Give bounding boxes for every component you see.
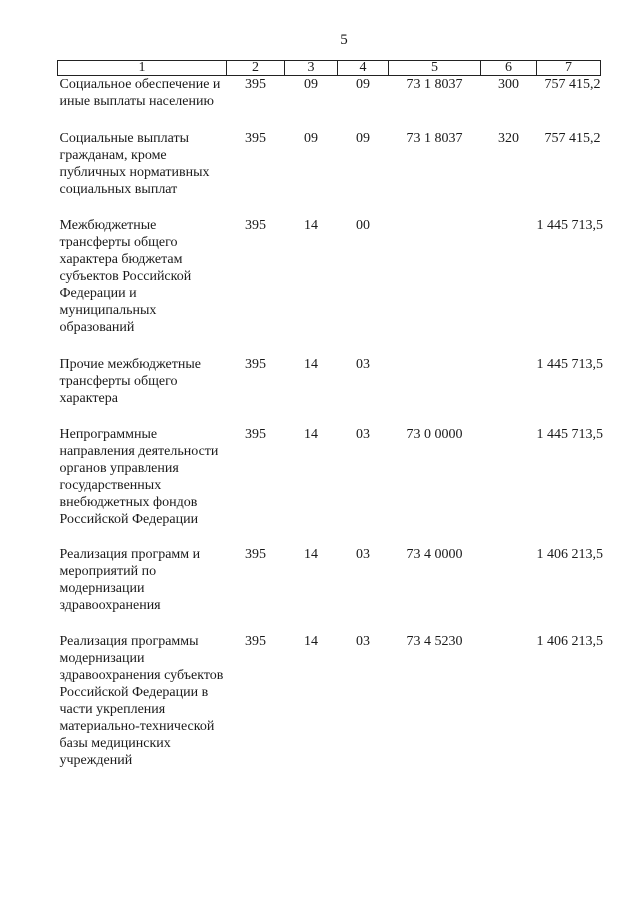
table-row <box>58 356 601 426</box>
table-row <box>58 217 601 356</box>
row-amount: 1 445 713,5 <box>536 218 603 233</box>
header-row <box>58 61 601 76</box>
row-name: Реализация программы модернизации здравоохранения субъектов Российской Федерации в части укрепления материально-технической базы медицинских учреждений <box>59 634 224 768</box>
row-code-2: 395 <box>245 357 266 372</box>
table-row <box>58 76 601 131</box>
table-row <box>58 130 601 217</box>
row-code-3: 14 <box>304 427 318 442</box>
row-code-2: 395 <box>245 547 266 562</box>
row-code-2: 395 <box>245 131 266 146</box>
budget-table <box>57 60 601 769</box>
column-header-7: 7 <box>537 61 601 76</box>
row-code-4: 03 <box>356 427 370 442</box>
row-amount: 1 445 713,5 <box>536 427 603 442</box>
table-row <box>58 546 601 633</box>
row-code-4: 00 <box>356 218 370 233</box>
row-code-5: 73 1 8037 <box>406 131 463 146</box>
column-header-1: 1 <box>58 61 227 76</box>
row-code-5 <box>389 356 481 426</box>
column-header-2: 2 <box>227 61 285 76</box>
row-name: Непрограммные направления деятельности органов управления государственных внебюджетных фондов Российской Федерации <box>59 427 219 527</box>
row-code-3: 09 <box>304 131 318 146</box>
row-code-3: 14 <box>304 547 318 562</box>
row-name: Социальное обеспечение и иные выплаты населению <box>59 77 221 109</box>
row-name: Прочие межбюджетные трансферты общего характера <box>59 357 201 406</box>
row-name: Реализация программ и мероприятий по модернизации здравоохранения <box>59 547 201 613</box>
row-code-5: 73 0 0000 <box>406 427 463 442</box>
table-row <box>58 426 601 546</box>
row-code-2: 395 <box>245 77 266 92</box>
row-code-6: 320 <box>498 131 519 146</box>
row-code-5 <box>389 217 481 356</box>
row-code-5: 73 4 5230 <box>406 634 463 649</box>
row-code-2: 395 <box>245 427 266 442</box>
row-code-4: 09 <box>356 131 370 146</box>
page-number: 5 <box>340 32 348 48</box>
row-code-2: 395 <box>245 218 266 233</box>
row-code-3: 09 <box>304 77 318 92</box>
row-amount: 757 415,2 <box>544 131 601 146</box>
row-code-4: 03 <box>356 634 370 649</box>
column-header-6: 6 <box>481 61 537 76</box>
row-code-6 <box>481 217 537 356</box>
row-code-6: 300 <box>498 77 519 92</box>
row-code-6 <box>481 633 537 769</box>
row-name: Межбюджетные трансферты общего характера бюджетам субъектов Российской Федерации и муниципальных образований <box>59 218 192 335</box>
row-amount: 1 406 213,5 <box>536 634 603 649</box>
row-code-3: 14 <box>304 218 318 233</box>
row-code-6 <box>481 426 537 546</box>
row-code-5: 73 4 0000 <box>406 547 463 562</box>
row-amount: 1 406 213,5 <box>536 547 603 562</box>
row-code-3: 14 <box>304 357 318 372</box>
column-header-3: 3 <box>285 61 338 76</box>
row-code-4: 03 <box>356 547 370 562</box>
row-code-3: 14 <box>304 634 318 649</box>
row-name: Социальные выплаты гражданам, кроме публичных нормативных социальных выплат <box>59 131 210 197</box>
row-code-2: 395 <box>245 634 266 649</box>
column-header-4: 4 <box>338 61 389 76</box>
row-code-5: 73 1 8037 <box>406 77 463 92</box>
row-code-6 <box>481 356 537 426</box>
column-header-5: 5 <box>389 61 481 76</box>
row-code-6 <box>481 546 537 633</box>
table-row <box>58 633 601 769</box>
row-code-4: 09 <box>356 77 370 92</box>
table-body <box>58 76 601 770</box>
row-amount: 757 415,2 <box>544 77 601 92</box>
table-header <box>58 61 601 76</box>
row-code-4: 03 <box>356 357 370 372</box>
row-amount: 1 445 713,5 <box>536 357 603 372</box>
